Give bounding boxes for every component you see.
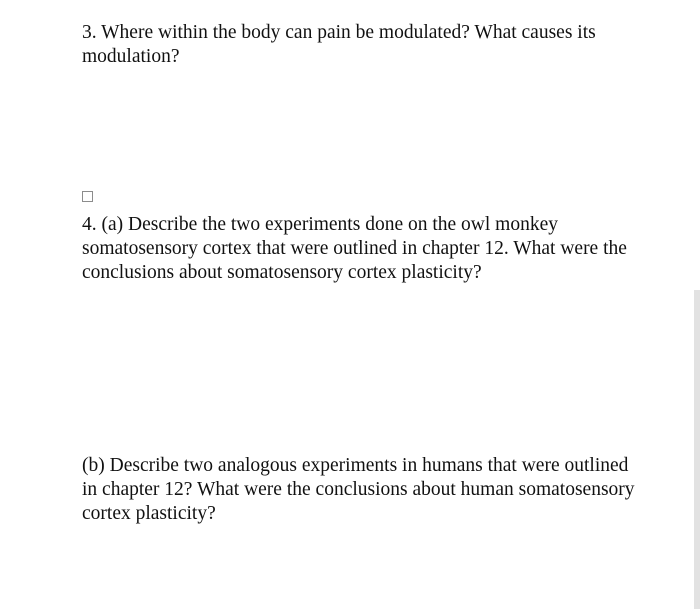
question-4a: 4. (a) Describe the two experiments done on the owl monkey somatosensory cortex that were outlined in chapter 12. What were the conclusions about somatosensory cortex plasticity?: [82, 214, 627, 283]
empty-checkbox-icon[interactable]: [82, 191, 93, 202]
question-4b: (b) Describe two analogous experiments in humans that were outlined in chapter 12? What were the conclusions about human somatosensory cortex plasticity?: [82, 455, 635, 524]
scrollbar-track[interactable]: [694, 290, 700, 609]
question-3: 3. Where within the body can pain be modulated? What causes its modulation?: [82, 22, 596, 67]
